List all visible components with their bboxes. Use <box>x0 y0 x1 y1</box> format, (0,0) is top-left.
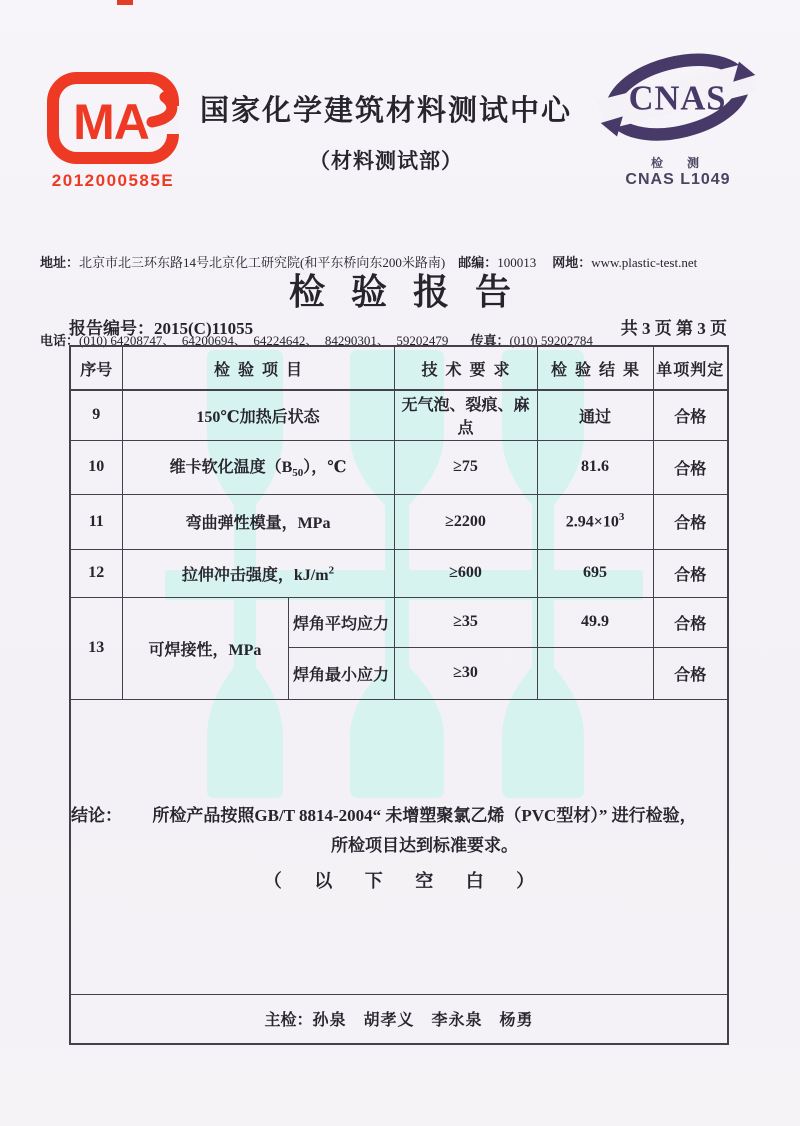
cma-logo-block <box>46 72 180 191</box>
cell-sub-item: 焊角平均应力 <box>288 597 394 647</box>
cell-result: $2.94\times 10^3$ <box>537 494 653 549</box>
cell-result: 695 <box>537 549 653 597</box>
header-result: 检验结果 <box>537 346 653 390</box>
table-row <box>70 440 728 494</box>
conclusion-row <box>70 699 728 994</box>
cell-requirement: ≥30 <box>394 647 537 699</box>
org-name: 国家化学建筑材料测试中心 <box>199 95 572 127</box>
result-superscript: 3 <box>618 511 625 524</box>
phone-label: 电话： <box>40 333 80 348</box>
table-row <box>70 494 728 549</box>
conclusion-block <box>71 801 727 861</box>
website-value: www.plastic-test.net <box>591 255 698 270</box>
cell-serial: 13 <box>70 597 122 699</box>
report-number-label: 报告编号： <box>69 319 154 338</box>
cell-verdict: 合格 <box>653 494 728 549</box>
report-number <box>69 314 253 339</box>
inspector-cell <box>70 994 728 1044</box>
page-title: 检验报告 <box>288 272 537 312</box>
cma-logo-icon <box>46 72 180 164</box>
page-count: 共 3 页 第 3 页 <box>620 319 727 338</box>
cell-verdict: 合格 <box>653 549 728 597</box>
cell-result: 81.6 <box>537 440 653 494</box>
cell-requirement: ≥35 <box>394 597 537 647</box>
header-serial: 序号 <box>70 346 122 390</box>
cma-logo-letters: MA <box>73 94 149 150</box>
dept-name: （材料测试部） <box>309 149 463 173</box>
cell-verdict: 合格 <box>653 440 728 494</box>
cell-verdict: 合格 <box>653 597 728 647</box>
zip-label: 邮编： <box>458 255 498 270</box>
cell-verdict: 合格 <box>653 390 728 440</box>
header-item: 检验项目 <box>122 346 394 390</box>
cnas-caption: 检 测 <box>650 156 705 170</box>
table-row <box>70 597 728 647</box>
cell-verdict: 合格 <box>653 647 728 699</box>
cell-item: 维卡软化温度$(B_{50})$，℃ <box>122 440 394 494</box>
inspection-table <box>69 345 729 1045</box>
conclusion-cell <box>70 699 728 994</box>
chief-inspector-label: 主检： <box>264 1012 313 1030</box>
cell-result: 通过 <box>537 390 653 440</box>
header-verdict: 单项判定 <box>653 346 728 390</box>
cell-requirement: 无气泡、裂痕、麻点 <box>394 390 537 440</box>
table-row <box>70 390 728 440</box>
phone-value: (010) 64208747、 64200694、 64224642、 84290301、 59202479 <box>79 333 449 348</box>
conclusion-line-2: 所检项目达到标准要求。 <box>331 835 518 855</box>
cell-result <box>537 647 653 699</box>
report-meta-row <box>69 314 727 339</box>
org-title-block <box>188 88 584 175</box>
cell-sub-item: 焊角最小应力 <box>288 647 394 699</box>
item-superscript: 2 <box>328 564 335 577</box>
letterhead <box>40 58 762 208</box>
address-value: 北京市北三环东路14号北京化工研究院(和平东桥向东200米路南) <box>79 255 446 270</box>
zip-value: 100013 <box>497 255 537 270</box>
cell-requirement: ≥75 <box>394 440 537 494</box>
table-row <box>70 549 728 597</box>
fax-value: (010) 59202784 <box>509 333 593 348</box>
conclusion-line-1: 所检产品按照GB/T 8814-2004“ 未增塑聚氯乙烯（PVC型材）” 进行检验， <box>152 805 697 825</box>
address-label: 地址： <box>40 255 80 270</box>
cnas-logo-icon <box>594 52 762 148</box>
cell-result: 49.9 <box>537 597 653 647</box>
cell-serial: 11 <box>70 494 122 549</box>
fax-label: 传真： <box>470 333 510 348</box>
cell-serial: 12 <box>70 549 122 597</box>
cell-item: 拉伸冲击强度，$kJ/m^2$ <box>122 549 394 597</box>
cell-item: 可焊接性，MPa <box>122 597 288 699</box>
cma-cert-number: 2012000585E <box>51 171 175 190</box>
blank-below-note: （ 以 下 空 白 ） <box>263 870 549 891</box>
conclusion-label: 结论： <box>71 805 122 825</box>
report-number-value: 2015(C)11055 <box>154 319 254 338</box>
table-header-row <box>70 346 728 390</box>
cell-serial: 9 <box>70 390 122 440</box>
cell-serial: 10 <box>70 440 122 494</box>
cnas-logo-block <box>594 52 762 189</box>
inspector-row <box>70 994 728 1044</box>
cell-requirement: ≥2200 <box>394 494 537 549</box>
cell-item: 弯曲弹性模量，MPa <box>122 494 394 549</box>
cell-item: 150℃加热后状态 <box>122 390 394 440</box>
cnas-accreditation-code: CNAS L1049 <box>625 171 731 188</box>
cnas-logo-letters: CNAS <box>628 79 727 118</box>
header-requirement: 技术要求 <box>394 346 537 390</box>
inspector-names: 孙泉 胡孝义 李永泉 杨勇 <box>312 1012 534 1030</box>
website-label: 网地： <box>552 255 592 270</box>
item-subscript: 50 <box>292 467 304 480</box>
conclusion-text <box>122 801 727 861</box>
cell-requirement: ≥600 <box>394 549 537 597</box>
